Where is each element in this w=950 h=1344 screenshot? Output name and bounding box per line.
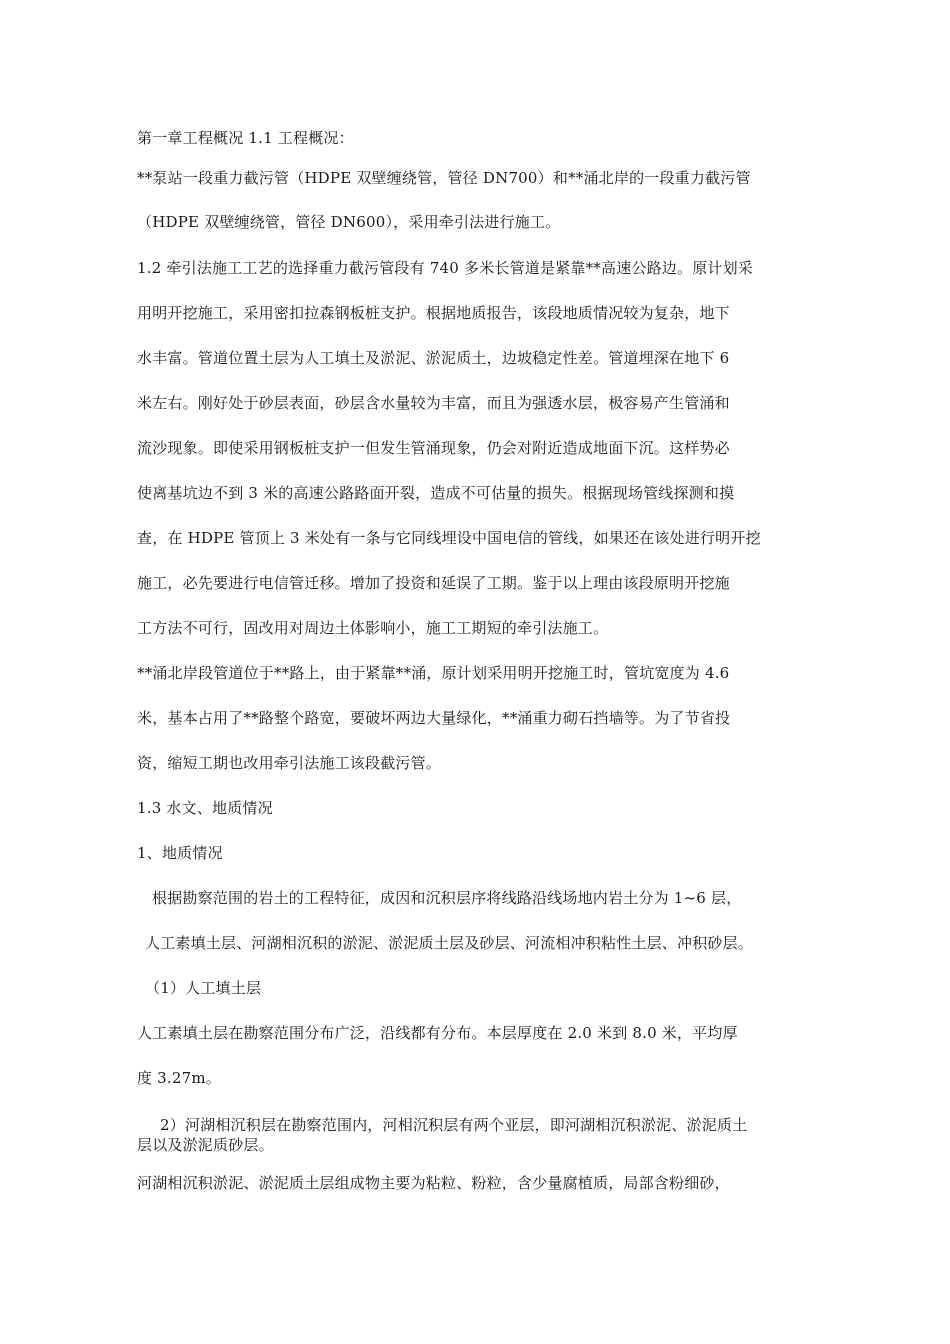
body-line: 2）河湖相沉积层在勘察范围内，河相沉积层有两个亚层，即河湖相沉积淤泥、淤泥质土	[160, 1116, 748, 1134]
section-heading-1-3: 1.3 水文、地质情况	[137, 799, 273, 817]
body-line: 流沙现象。即使采用钢板桩支护一但发生管涌现象，仍会对附近造成地面下沉。这样势必	[137, 439, 730, 457]
body-line: **泵站一段重力截污管（HDPE 双壁缠绕管，管径 DN700）和**涌北岸的一段重力截污管	[137, 169, 751, 187]
subsection-heading: （1）人工填土层	[145, 979, 262, 997]
body-line: 米左右。刚好处于砂层表面，砂层含水量较为丰富，而且为强透水层，极容易产生管涌和	[137, 394, 730, 412]
section-heading-1-2: 1.2 牵引法施工工艺的选择重力截污管段有 740 多米长管道是紧靠**高速公路边。原计划采	[137, 259, 753, 277]
body-line: 用明开挖施工，采用密扣拉森钢板桩支护。根据地质报告，该段地质情况较为复杂，地下	[137, 304, 730, 322]
body-line: 工方法不可行，固改用对周边土体影响小，施工工期短的牵引法施工。	[137, 619, 609, 637]
body-line: 人工素填土层在勘察范围分布广泛，沿线都有分布。本层厚度在 2.0 米到 8.0 米，平均厚	[137, 1024, 738, 1042]
body-line: 米，基本占用了**路整个路宽，要破坏两边大量绿化，**涌重力砌石挡墙等。为了节省投	[137, 709, 731, 727]
body-line: 查，在 HDPE 管顶上 3 米处有一条与它同线埋设中国电信的管线，如果还在该处进行明开挖	[137, 529, 761, 547]
body-line: 层以及淤泥质砂层。	[137, 1136, 274, 1154]
chapter-heading: 第一章工程概况 1.1 工程概况：	[137, 129, 354, 147]
body-line: （HDPE 双壁缠绕管，管径 DN600），采用牵引法进行施工。	[137, 213, 561, 231]
body-line: 度 3.27m。	[137, 1069, 221, 1087]
body-line: 使离基坑边不到 3 米的高速公路路面开裂，造成不可估量的损失。根据现场管线探测和摸	[137, 484, 735, 502]
body-line: 根据勘察范围的岩土的工程特征，成因和沉积层序将线路沿线场地内岩土分为 1~6 层，	[152, 889, 742, 907]
body-line: 资，缩短工期也改用牵引法施工该段截污管。	[137, 754, 442, 772]
body-line: 人工素填土层、河湖相沉积的淤泥、淤泥质土层及砂层、河流相冲积粘性土层、冲积砂层。	[145, 934, 754, 952]
body-line: 河湖相沉积淤泥、淤泥质土层组成物主要为粘粒、粉粒，含少量腐植质，局部含粉细砂，	[137, 1174, 730, 1192]
subsection-heading: 1、地质情况	[137, 844, 223, 862]
body-line: **涌北岸段管道位于**路上，由于紧靠**涌，原计划采用明开挖施工时，管坑宽度为 4.6	[137, 664, 730, 682]
body-line: 水丰富。管道位置土层为人工填土及淤泥、淤泥质土，边坡稳定性差。管道埋深在地下 6	[137, 349, 730, 367]
body-line: 施工，必先要进行电信管迁移。增加了投资和延误了工期。鉴于以上理由该段原明开挖施	[137, 574, 730, 592]
